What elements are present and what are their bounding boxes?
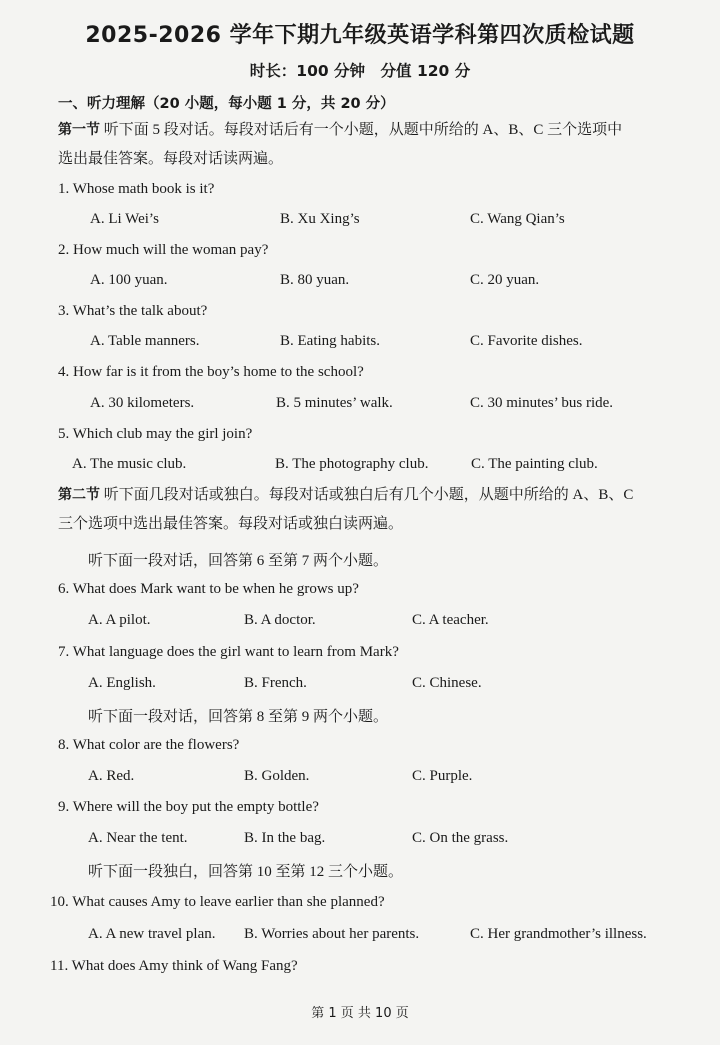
monologue-note-10-12: 听下面一段独白，回答第 10 至第 12 三个小题。 [88,864,404,880]
q10-option-b: B. Worries about her parents. [244,926,420,942]
q10-option-c: C. Her grandmother’s illness. [470,926,647,942]
q1-option-a: A. Li Wei’s [90,211,159,227]
question-9: 9. Where will the boy put the empty bottle? [58,799,319,815]
q9-option-b: B. In the bag. [244,830,326,846]
q8-option-c: C. Purple. [412,768,473,784]
section1-line1: 听下面 5 段对话。每段对话后有一个小题，从题中所给的 A、B、C 三个选项中 [103,122,623,138]
section1-line2: 选出最佳答案。每段对话读两遍。 [58,151,284,167]
exam-duration-score: 时长：100 分钟 分值 120 分 [249,62,471,80]
q6-option-a: A. A pilot. [88,612,151,628]
page-number: 第 1 页 共 10 页 [311,1006,409,1021]
q7-option-a: A. English. [88,675,156,691]
question-10: 10. What causes Amy to leave earlier than she planned? [50,894,385,910]
q10-option-a: A. A new travel plan. [88,926,216,942]
q3-option-c: C. Favorite dishes. [470,333,583,349]
section1-label: 第一节 [58,122,100,138]
part1-heading: 一、听力理解（20 小题，每小题 1 分，共 20 分） [58,96,395,112]
q1-option-c: C. Wang Qian’s [470,211,565,227]
q5-option-a: A. The music club. [72,456,187,472]
q4-option-c: C. 30 minutes’ bus ride. [470,395,614,411]
section1-instructions [58,116,678,174]
section2-label: 第二节 [58,487,100,503]
q6-option-c: C. A teacher. [412,612,489,628]
q2-option-b: B. 80 yuan. [280,272,350,288]
question-5: 5. Which club may the girl join? [58,426,253,442]
q9-option-c: C. On the grass. [412,830,509,846]
section2-line2: 三个选项中选出最佳答案。每段对话或独白读两遍。 [58,516,404,532]
q8-option-a: A. Red. [88,768,135,784]
q5-option-c: C. The painting club. [471,456,598,472]
question-6: 6. What does Mark want to be when he grows up? [58,581,359,597]
question-3: 3. What’s the talk about? [58,303,208,319]
question-1: 1. Whose math book is it? [58,181,215,197]
q5-option-b: B. The photography club. [275,456,429,472]
page-title: 2025-2026 学年下期九年级英语学科第四次质检试题 [85,23,635,48]
dialogue-note-8-9: 听下面一段对话，回答第 8 至第 9 两个小题。 [88,709,389,725]
question-4: 4. How far is it from the boy’s home to the school? [58,364,364,380]
section2-line1: 听下面几段对话或独白。每段对话或独白后有几个小题，从题中所给的 A、B、C [103,487,634,503]
q9-option-a: A. Near the tent. [88,830,188,846]
dialogue-note-6-7: 听下面一段对话，回答第 6 至第 7 两个小题。 [88,553,389,569]
question-7: 7. What language does the girl want to learn from Mark? [58,644,399,660]
q2-option-a: A. 100 yuan. [90,272,168,288]
q3-option-a: A. Table manners. [90,333,200,349]
section2-instructions [58,481,678,539]
q3-option-b: B. Eating habits. [280,333,380,349]
question-11: 11. What does Amy think of Wang Fang? [50,958,298,974]
q4-option-a: A. 30 kilometers. [90,395,195,411]
q4-option-b: B. 5 minutes’ walk. [276,395,393,411]
question-2: 2. How much will the woman pay? [58,242,269,258]
q7-option-b: B. French. [244,675,307,691]
q7-option-c: C. Chinese. [412,675,482,691]
q8-option-b: B. Golden. [244,768,310,784]
question-8: 8. What color are the flowers? [58,737,240,753]
q1-option-b: B. Xu Xing’s [280,211,360,227]
q6-option-b: B. A doctor. [244,612,316,628]
q2-option-c: C. 20 yuan. [470,272,540,288]
